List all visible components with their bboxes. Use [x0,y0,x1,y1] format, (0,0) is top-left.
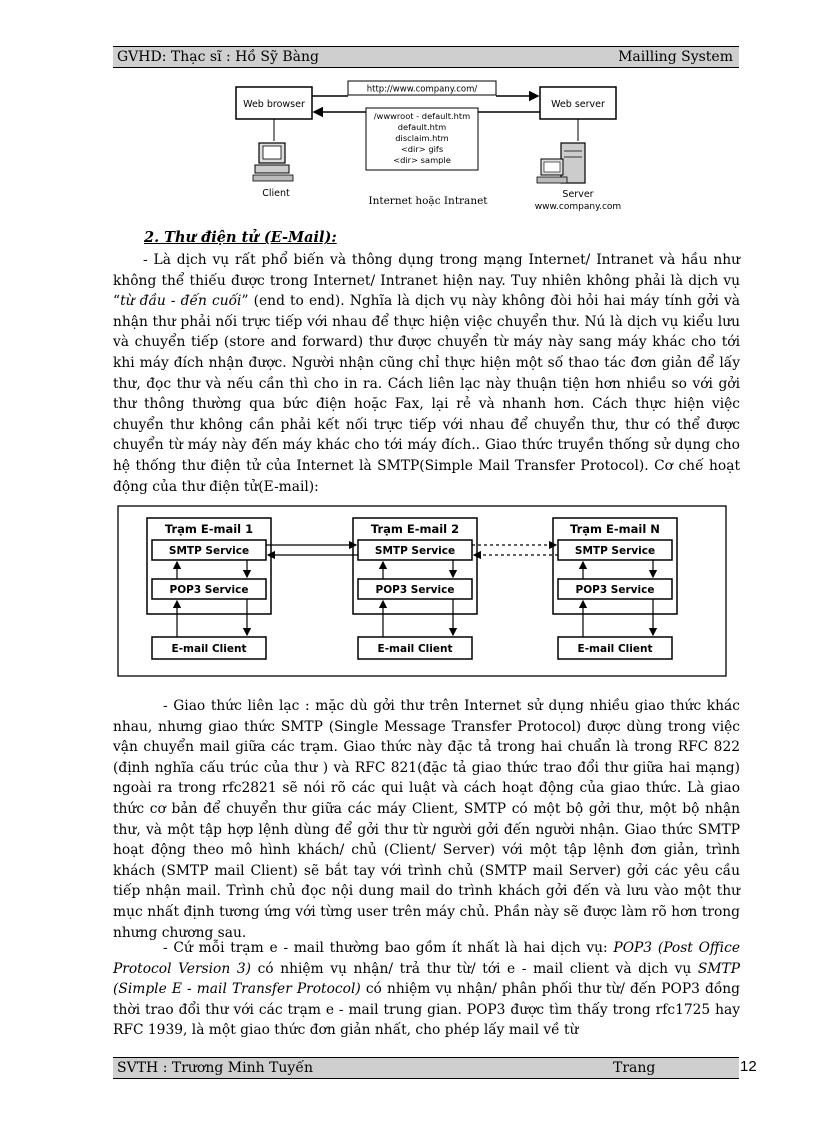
pop3-service-label: POP3 Service [375,584,455,596]
smtp-service-label: SMTP Service [168,545,250,557]
header-supervisor: GVHD: Thạc sĩ : Hồ Sỹ Bàng [117,49,319,65]
paragraph-email-intro [113,250,740,497]
server-computer-icon [537,143,585,183]
pop3-service-label: POP3 Service [575,584,655,596]
server-domain-label: www.company.com [534,202,622,212]
email-station-1 [147,518,271,659]
header-title: Mailling System [618,49,733,65]
paragraph-smtp-protocol [113,696,740,943]
paragraph-text: ” (end to end). Nghĩa là dịch vụ này không đòi hỏi hai máy tính gởi và nhận thư phải nối trực tiếp với nhau để thực hiện việc chuyển thư. Nú là dịch vụ kiểu lưu và chuyển tiếp (store and forward) thư được chuyển từ máy này sang máy khác cho tới khi máy đích nhận được. Người nhận cũng chỉ thực hiện một số thao tác đơn giản để lấy thư, đọc thư và nếu cần thì cho in ra. Cách liên lạc này thuận tiện hơn nhiều so với gởi thư thông thường qua bức điện hoặc Fax, lại rẻ và nhanh hơn. Cách thực hiện việc chuyển thư không cần phải kết nối trực tiếp với nhau để chuyển thư, thư có thể được chuyển từ máy này đến máy khác cho tới máy đích.. Giao thức truyền thống sử dụng cho hệ thống thư điện tử của Internet là SMTP(Simple Mail Transfer Protocol). Cơ chế hoạt động của thư điện tử(E-mail): [113,293,740,495]
page-number: 12 [740,1058,757,1075]
paragraph-text: có nhiệm vụ nhận/ phân phối thư từ/ đến POP3 đồng thời trao đổi thư với các trạm e - mail trung gian. POP3 được tìm thấy trong rfc1725 hay RFC 1939, là một giao thức đơn giản nhất, cho phép lấy mail về từ [113,981,740,1039]
client-label: Client [262,188,290,199]
server-label: Server [562,189,594,200]
file-item: default.htm [397,122,447,132]
url-label: http://www.company.com/ [366,84,478,95]
email-station-n [553,518,677,659]
paragraph-text: có nhiệm vụ nhận/ trả thư từ/ tới e - mail client và dịch vụ [250,960,698,977]
page-footer [113,1057,739,1079]
email-client-label: E-mail Client [171,643,247,655]
paragraph-text: - Giao thức liên lạc : mặc dù gởi thư trên Internet sử dụng nhiều giao thức khác nhau, nhưng giao thức SMTP (Single Message Transfer Protocol) được dùng trong việc vận chuyển mail giữa các trạm. Giao thức này đặc tả trong hai chuẩn là trong RFC 822 (định nghĩa cấu trúc của thư ) và RFC 821(đặc tả giao thức trao đổi thư giữa hai mạng) ngoài ra trong rfc2821 sẽ nói rõ các qui luật và cách hoạt động của giao thức. Là giao thức cơ bản để chuyển thư giữa các máy Client, SMTP có một bộ gởi thư, một bộ nhận thư, và một tập hợp lệnh dùng để gởi thư từ người gởi đến người nhận. Giao thức SMTP hoạt động theo mô hình khách/ chủ (Client/ Server) với một tập lệnh đơn giản, trình khách (SMTP mail Client) sẽ bắt tay với trình chủ (SMTP mail Server) gởi các yêu cầu tiếp nhận mail. Trình chủ đọc nội dung mail do trình khách gởi đến và lưu vào một thư mục nhất định tương ứng với từng user trên máy chủ. Phần này sẽ được làm rõ hơn trong nhưng chương sau. [113,698,740,941]
paragraph-text: - Là dịch vụ rất phổ biến và thông dụng trong mạng Internet/ Intranet và hầu như không thể thiếu được trong Internet/ Intranet hiện nay. Tuy nhiên không phải là dịch vụ “ [113,252,740,310]
email-stations-figure [117,505,727,677]
web-browser-label: Web browser [243,99,305,110]
paragraph-emphasis: SMTP (Simple E - mail Transfer Protocol) [113,960,740,998]
client-computer-icon [253,143,293,181]
file-item: disclaim.htm [395,133,449,143]
smtp-service-label: SMTP Service [374,545,456,557]
paragraph-text: - Cứ mỗi trạm e - mail thường bao gồm ít nhất là hai dịch vụ: [163,940,614,956]
smtp-service-label: SMTP Service [574,545,656,557]
file-item: /wwwroot - default.htm [373,111,471,121]
station-title: Trạm E-mail 1 [164,522,254,536]
web-architecture-figure [231,75,631,217]
file-item: <dir> sample [393,155,451,165]
email-station-2 [353,518,477,659]
footer-student: SVTH : Trương Minh Tuyến [117,1060,313,1076]
pop3-service-label: POP3 Service [169,584,249,596]
file-item: <dir> gifs [400,144,444,154]
paragraph-emphasis: từ đầu - đến cuối [120,293,242,310]
footer-page-label: Trang [613,1060,656,1076]
section-title: 2. Thư điện tử (E-Mail): [144,229,337,246]
email-client-label: E-mail Client [577,643,653,655]
paragraph-pop3-smtp-services [113,938,740,1041]
web-server-label: Web server [551,99,605,110]
station-title: Trạm E-mail N [570,522,660,536]
paragraph-emphasis: POP3 (Post Office Protocol Version 3) [113,940,740,977]
network-label: Internet hoặc Intranet [368,195,488,207]
page-header [113,46,739,68]
station-title: Trạm E-mail 2 [370,522,460,536]
email-client-label: E-mail Client [377,643,453,655]
